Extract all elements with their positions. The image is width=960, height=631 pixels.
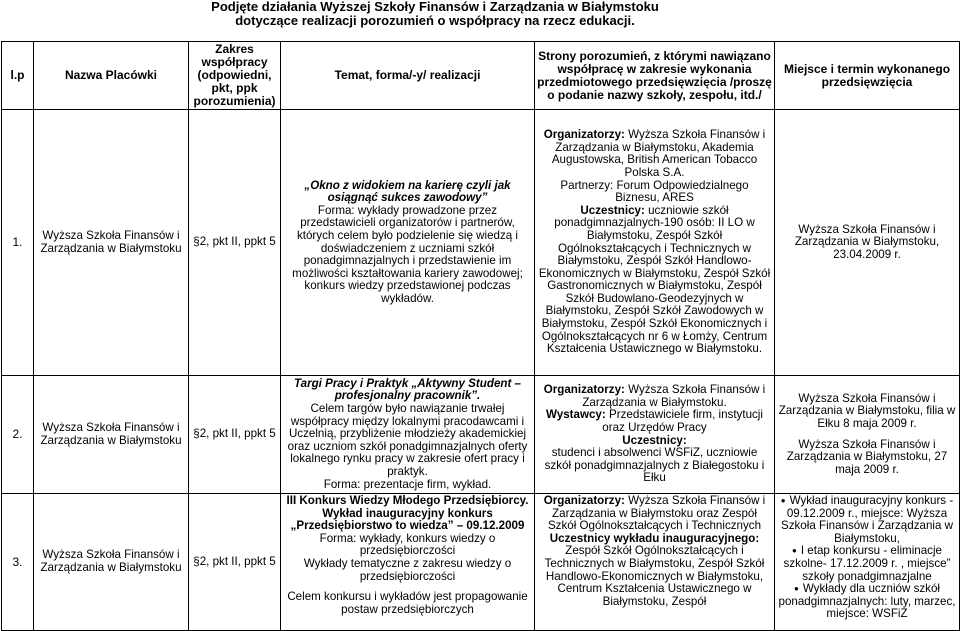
event-goal: Celem konkursu i wykładów jest propagowanie postaw przedsiębiorczych (287, 590, 528, 616)
participants-value: Zespół Szkół Ogólnokształcących i Technicznych w Białymstoku, Zespół Szkół Handlowo-Ekonomicznych w Białymstoku, Centrum Kształcenia Ustawicznego w Białymstoku, Zespół (544, 544, 765, 608)
organizers-value: Wyższa Szkoła Finansów i Zarządzania w Białymstoku. (582, 383, 766, 409)
institution-name: Wyższa Szkoła Finansów i Zarządzania w Białymstoku (34, 110, 189, 376)
row-number: 1. (2, 110, 34, 376)
list-item: ● Wykłady dla uczniów szkół ponadgimnazjalnych: luty, marzec, miejsce: WSFiZ (777, 583, 957, 621)
place-date: Wyższa Szkoła Finansów i Zarządzania w Białymstoku, 23.04.2009 r. (775, 110, 960, 376)
place-cell (775, 494, 960, 631)
document-title (0, 0, 960, 28)
participants-label: Uczestnicy: (580, 203, 645, 217)
participants-label: Uczestnicy wykładu inauguracyjnego: (549, 531, 760, 545)
cooperation-scope: §2, pkt II, ppkt 5 (189, 376, 281, 494)
organizers-line (537, 384, 772, 409)
parties-cell (535, 494, 775, 631)
place-list (777, 495, 957, 621)
institution-name: Wyższa Szkoła Finansów i Zarządzania w Białymstoku (34, 494, 189, 631)
exhibitors-value: Przedstawiciele firm, instytucji oraz Urzędów Pracy (602, 408, 763, 434)
header-parties: Strony porozumień, z którymi nawiązano współpracę w zakresie wykonania przedmiotowego przedsięwzięcia /proszę o podanie nazwy szkoły, zespołu, itd./ (535, 42, 775, 110)
cooperation-table (1, 41, 960, 631)
topic-cell (281, 110, 535, 376)
place-date: Wyższa Szkoła Finansów i Zarządzania w Białymstoku, 27 maja 2009 r. (786, 437, 948, 476)
header-scope: Zakres współpracy (odpowiedni, pkt, ppk porozumienia) (189, 42, 281, 110)
table-row (2, 110, 960, 376)
cooperation-scope: §2, pkt II, ppkt 5 (189, 494, 281, 631)
event-description: Celem targów było nawiązanie trwałej współpracy między lokalnymi pracodawcami i Uczelnią, przybliżenie młodzieży akademickiej oraz uczniom szkół ponadgimnazjalnych oferty lokalnego rynku pracy w zakresie ofert pracy i praktyk. (287, 402, 528, 478)
event-title: „Okno z widokiem na karierę czyli jak osiągnąć sukces zawodowy” (304, 178, 511, 205)
event-themes: Wykłady tematyczne z zakresu wiedzy o przedsiębiorczości (303, 556, 512, 583)
table-row (2, 376, 960, 494)
table-row (2, 494, 960, 631)
exhibitors-line (537, 409, 772, 434)
participants-label: Uczestnicy: (622, 433, 687, 447)
event-form: Forma: wykłady, konkurs wiedzy o przedsiębiorczości (319, 531, 496, 558)
cooperation-scope: §2, pkt II, ppkt 5 (189, 110, 281, 376)
parties-cell (535, 376, 775, 494)
participants-value: uczniowie szkół ponadgimnazjalnych-190 osób: II LO w Białymstoku, Zespół Szkół Ogólnokształcących i Technicznych w Białymstoku, Zespół Szkół Handlowo-Ekonomicznych w Białymstoku, Zespół Szkół Gastronomicznych w Białymstoku, Zespół Szkół Budowlano-Geodezyjnych w Białymstoku, Zespół Szkół Zawodowych w Białymstoku, Zespół Szkół Ekonomicznych i Ogólnokształcących nr 6 w Łomży, Centrum Kształcenia Ustawicznego w Białymstoku. (538, 203, 771, 356)
participants-value: studenci i absolwenci WSFiZ, uczniowie szkół ponadgimnazjalnych z Białegostoku i Ełku (544, 446, 765, 485)
place-date: Wyższa Szkoła Finansów i Zarządzania w Białymstoku, filia w Ełku 8 maja 2009 r. (778, 391, 956, 430)
row-number: 2. (2, 376, 34, 494)
header-row (2, 42, 960, 110)
header-topic: Temat, forma/-y/ realizacji (281, 42, 535, 110)
organizers-value: Wyższa Szkoła Finansów i Zarządzania w Białymstoku, Akademia Augustowska, British American Tobacco Polska S.A. (551, 128, 766, 179)
partners-label: Partnerzy: (560, 178, 614, 192)
title-line-2: dotyczące realizacji porozumień o współpracy na rzecz edukacji. (235, 13, 635, 28)
participants-line (537, 205, 772, 356)
partners-line (537, 180, 772, 205)
institution-name: Wyższa Szkoła Finansów i Zarządzania w Białymstoku (34, 376, 189, 494)
organizers-label: Organizatorzy: (543, 494, 625, 507)
event-title: Targi Pracy i Praktyk „Aktywny Student – profesjonalny pracownik”. (293, 376, 522, 403)
topic-cell (281, 494, 535, 631)
row-number: 3. (2, 494, 34, 631)
event-description: Forma: wykłady prowadzone przez przedstawicieli organizatorów i partnerów, których celem było podzielenie się wiedzą i doświadczeniem z uczniami szkół ponadgimnazjalnych i przedstawienie im możliwości kształtowania kariery zawodowej; konkurs wiedzy przedstawionej podczas wykładów. (292, 203, 523, 305)
header-lp: l.p (2, 42, 34, 110)
event-form: Forma: prezentacje firm, wykład. (323, 477, 492, 491)
title-line-1: Podjęte działania Wyższej Szkoły Finansów i Zarządzania w Białymstoku (211, 0, 659, 14)
organizers-label: Organizatorzy: (543, 128, 625, 142)
list-item: ● Wykład inauguracyjny konkurs - 09.12.2009 r., miejsce: Wyższa Szkoła Finansów i Zarządzania w Białymstoku, (777, 495, 957, 545)
exhibitors-label: Wystawcy: (546, 408, 606, 422)
header-name: Nazwa Placówki (34, 42, 189, 110)
partners-value: Forum Odpowiedzialnego Biznesu, ARES (615, 178, 749, 205)
organizers-value: Wyższa Szkoła Finansów i Zarządzania w Białymstoku oraz Zespół Szkół Ogólnokształcących i Technicznych (547, 494, 766, 533)
header-place: Miejsce i termin wykonanego przedsięwzięcia (775, 42, 960, 110)
parties-cell (535, 110, 775, 376)
lecture-title: Wykład inauguracyjny konkurs „Przedsiębiorstwo to wiedza” – 09.12.2009 (290, 506, 525, 533)
topic-cell (281, 376, 535, 494)
list-item: ● I etap konkursu - eliminacje szkolne- 17.12.2009 r. , miejsce” szkoły ponadgimnazjalne (777, 545, 957, 583)
contest-title: III Konkurs Wiedzy Młodego Przedsiębiorcy. (286, 494, 529, 507)
place-cell (775, 376, 960, 494)
organizers-label: Organizatorzy: (543, 383, 625, 397)
